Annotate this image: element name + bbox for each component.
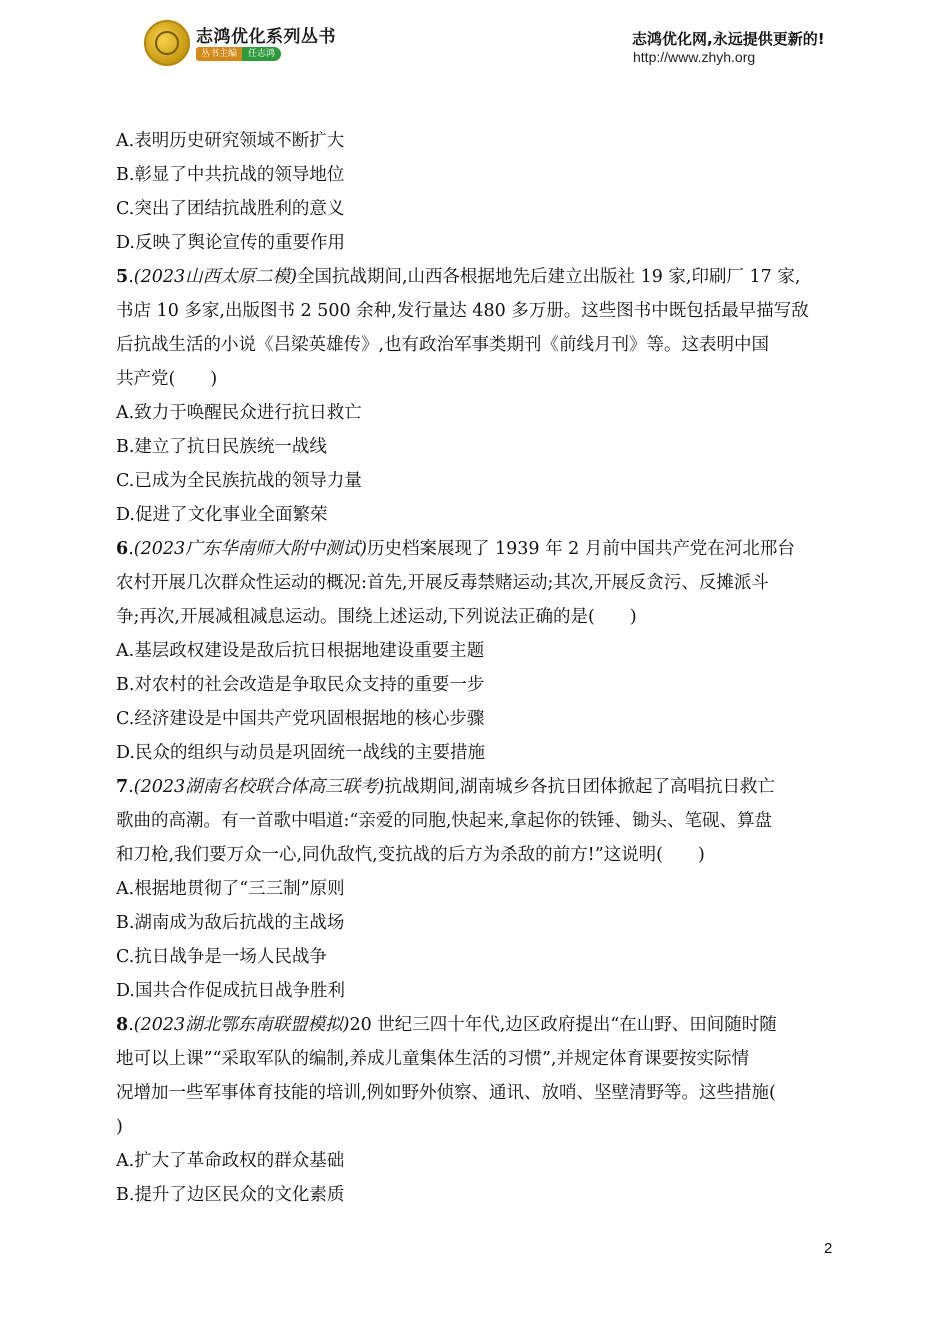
question-5-stem xyxy=(116,260,838,294)
stem-line: ) xyxy=(116,1117,123,1137)
stem-text: 历史档案展现了 1939 年 2 月前中国共产党在河北邢台 xyxy=(366,539,795,559)
series-logo-icon xyxy=(144,20,190,66)
stem-line: 后抗战生活的小说《吕梁英雄传》,也有政治军事类期刊《前线月刊》等。这表明中国 xyxy=(116,335,770,355)
question-source: .(2023湖北鄂东南联盟模拟) xyxy=(128,1015,350,1035)
option-line: A.根据地贯彻了“三三制”原则 xyxy=(116,879,345,899)
page-header xyxy=(0,0,950,80)
question-number: 8 xyxy=(116,1015,129,1035)
option-line: D.反映了舆论宣传的重要作用 xyxy=(116,233,345,253)
question-number: 7 xyxy=(116,777,129,797)
option-line: D.促进了文化事业全面繁荣 xyxy=(116,505,328,525)
site-url[interactable]: http://www.zhyh.org xyxy=(633,49,756,65)
question-7-stem xyxy=(116,770,838,804)
option-line: A.扩大了革命政权的群众基础 xyxy=(116,1151,345,1171)
stem-line: 争;再次,开展减租减息运动。围绕上述运动,下列说法正确的是( ) xyxy=(116,607,637,627)
stem-line: 歌曲的高潮。有一首歌中唱道:“亲爱的同胞,快起来,拿起你的铁锤、锄头、笔砚、算盘 xyxy=(116,811,772,831)
stem-line: 书店 10 多家,出版图书 2 500 余种,发行量达 480 多万册。这些图书中既包括最早描写敌 xyxy=(116,301,809,321)
stem-line: 况增加一些军事体育技能的培训,例如野外侦察、通讯、放哨、坚壁清野等。这些措施( xyxy=(116,1083,776,1103)
stem-line: 共产党( ) xyxy=(116,369,218,389)
editor-badge xyxy=(196,47,281,61)
editor-name: 任志鸿 xyxy=(242,47,281,61)
stem-text: 全国抗战期间,山西各根据地先后建立出版社 19 家,印刷厂 17 家, xyxy=(296,267,801,287)
option-line: B.湖南成为敌后抗战的主战场 xyxy=(116,913,345,933)
question-6-stem xyxy=(116,532,838,566)
editor-role: 丛书主编 xyxy=(196,47,242,61)
option-line: D.民众的组织与动员是巩固统一战线的主要措施 xyxy=(116,743,485,763)
option-line: B.建立了抗日民族统一战线 xyxy=(116,437,327,457)
question-source: .(2023湖南名校联合体高三联考) xyxy=(128,777,385,797)
question-content xyxy=(116,124,838,1212)
option-line: B.对农村的社会改造是争取民众支持的重要一步 xyxy=(116,675,485,695)
option-line: A.致力于唤醒民众进行抗日救亡 xyxy=(116,403,362,423)
question-source: .(2023山西太原二模) xyxy=(128,267,297,287)
series-title: 志鸿优化系列丛书 xyxy=(196,27,336,47)
stem-line: 和刀枪,我们要万众一心,同仇敌忾,变抗战的后方为杀敌的前方!”这说明( ) xyxy=(116,845,705,865)
question-number: 5 xyxy=(116,267,129,287)
option-line: A.表明历史研究领域不断扩大 xyxy=(116,131,345,151)
option-line: B.提升了边区民众的文化素质 xyxy=(116,1185,345,1205)
option-line: B.彰显了中共抗战的领导地位 xyxy=(116,165,345,185)
stem-line: 地可以上课”“采取军队的编制,养成儿童集体生活的习惯”,并规定体育课要按实际情 xyxy=(116,1049,749,1069)
option-line: D.国共合作促成抗日战争胜利 xyxy=(116,981,345,1001)
page-number: 2 xyxy=(824,1240,833,1257)
stem-text: 20 世纪三四十年代,边区政府提出“在山野、田间随时随 xyxy=(349,1015,777,1035)
stem-line: 农村开展几次群众性运动的概况:首先,开展反毒禁赌运动;其次,开展反贪污、反摊派斗 xyxy=(116,573,769,593)
option-line: C.突出了团结抗战胜利的意义 xyxy=(116,199,345,219)
option-line: A.基层政权建设是敌后抗日根据地建设重要主题 xyxy=(116,641,485,661)
stem-text: 抗战期间,湖南城乡各抗日团体掀起了高唱抗日救亡 xyxy=(384,777,776,797)
option-line: C.抗日战争是一场人民战争 xyxy=(116,947,327,967)
question-8-stem xyxy=(116,1008,838,1042)
option-line: C.经济建设是中国共产党巩固根据地的核心步骤 xyxy=(116,709,485,729)
option-line: C.已成为全民族抗战的领导力量 xyxy=(116,471,362,491)
question-number: 6 xyxy=(116,539,129,559)
site-slogan: 志鸿优化网,永远提供更新的! xyxy=(632,30,825,48)
question-source: .(2023广东华南师大附中测试) xyxy=(128,539,367,559)
